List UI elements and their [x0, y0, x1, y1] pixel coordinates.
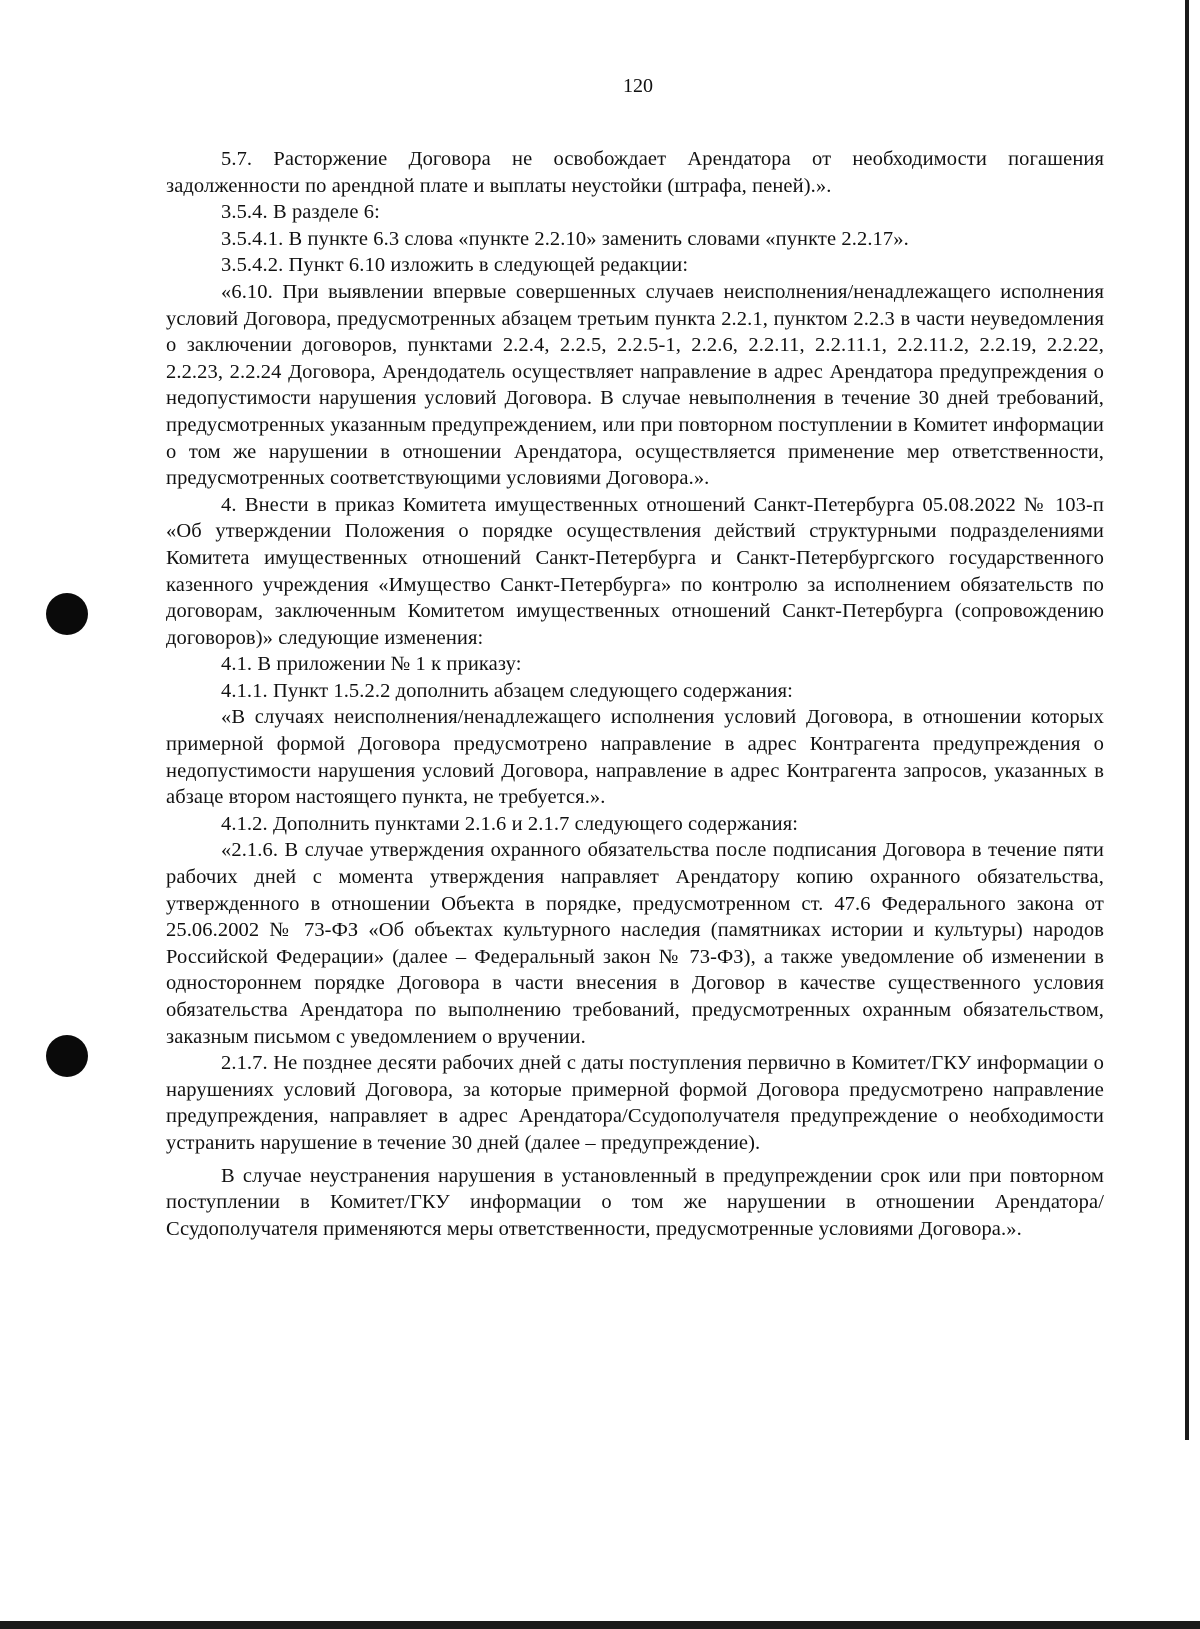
paragraph-3-5-4-1: 3.5.4.1. В пункте 6.3 слова «пункте 2.2.10» заменить словами «пункте 2.2.17». — [221, 227, 909, 250]
paragraph-4-1: 4.1. В приложении № 1 к приказу: — [221, 653, 522, 676]
paragraph-2-1-6: «2.1.6. В случае утверждения охранного обязательства после подписания Договора в течение пяти рабочих дней с момента утверждения направляет Арендатору копию охранного обязательства, утвержденного в отношении Объекта в порядке, предусмотренном ст. 47.6 Федерального закона от 25.06.2002 № 73-ФЗ «Об объектах культурного наследия (памятниках истории и культуры) народов Российской Федерации» (далее – Федеральный закон № 73-ФЗ), а также уведомление об изменении в одностороннем порядке Договора в части внесения в Договор в качестве существенного условия обязательства Арендатора по выполнению требований, предусмотренных охранным обязательством, заказным письмом с уведомлением о вручении. — [166, 839, 1104, 1048]
paragraph-4-1-2: 4.1.2. Дополнить пунктами 2.1.6 и 2.1.7 следующего содержания: — [221, 812, 799, 835]
paragraph-5-7: 5.7. Расторжение Договора не освобождает Арендатора от необходимости погашения задолженности по арендной плате и выплаты неустойки (штрафа, пеней).». — [166, 148, 1104, 197]
punch-hole-bottom — [46, 1035, 88, 1077]
paragraph-4-1-1: 4.1.1. Пункт 1.5.2.2 дополнить абзацем следующего содержания: — [221, 679, 793, 702]
paragraph-2-1-7: 2.1.7. Не позднее десяти рабочих дней с даты поступления первично в Комитет/ГКУ информации о нарушениях условий Договора, за которые примерной формой Договора предусмотрено направление предупреждения, направляет в адрес Арендатора/Ссудополучателя предупреждение о необходимости устранить нарушение в течение 30 дней (далее – предупреждение). — [166, 1052, 1104, 1154]
scan-edge-bottom — [0, 1621, 1200, 1629]
paragraph-3-5-4-2: 3.5.4.2. Пункт 6.10 изложить в следующей редакции: — [221, 254, 689, 277]
page-number: 120 — [623, 75, 653, 97]
paragraph-4: 4. Внести в приказ Комитета имущественных отношений Санкт-Петербурга 05.08.2022 № 103-п «Об утверждении Положения о порядке осуществления действий структурными подразделениями Комитета имущественных отношений Санкт-Петербурга и Санкт-Петербургского государственного казенного учреждения «Имущество Санкт-Петербурга» по контролю за исполнением обязательств по договорам, заключенным Комитетом имущественных отношений Санкт-Петербурга (сопровождению договоров)» следующие изменения: — [166, 493, 1104, 649]
paragraph-6-10: «6.10. При выявлении впервые совершенных случаев неисполнения/ненадлежащего исполнения условий Договора, предусмотренных абзацем третьим пункта 2.2.1, пунктом 2.2.3 в части неуведомления о заключении договоров, пунктами 2.2.4, 2.2.5, 2.2.5-1, 2.2.6, 2.2.11, 2.2.11.1, 2.2.11.2, 2.2.19, 2.2.22, 2.2.23, 2.2.24 Договора, Арендодатель осуществляет направление в адрес Арендатора предупреждения о недопустимости нарушения условий Договора. В случае невыполнения в течение 30 дней требований, предусмотренных указанным предупреждением, или при повторном поступлении в Комитет информации о том же нарушении в отношении Арендатора, осуществляется применение мер ответственности, предусмотренных соответствующими условиями Договора.». — [166, 280, 1104, 490]
paragraph-3-5-4: 3.5.4. В разделе 6: — [221, 201, 380, 224]
scan-edge-right — [1185, 0, 1189, 1440]
document-body — [166, 146, 1104, 1242]
punch-hole-top — [46, 593, 88, 635]
paragraph-final: В случае неустранения нарушения в установленный в предупреждении срок или при повторном поступлении в Комитет/ГКУ информации о том же нарушении в отношении Арендатора/Ссудополучателя применяются меры ответственности, предусмотренные условиями Договора.». — [166, 1164, 1104, 1240]
paragraph-4-1-1-quote: «В случаях неисполнения/ненадлежащего исполнения условий Договора, в отношении которых примерной формой Договора предусмотрено направление в адрес Контрагента предупреждения о недопустимости нарушения условий Договора, направление в адрес Контрагента запросов, указанных в абзаце втором настоящего пункта, не требуется.». — [166, 706, 1104, 809]
